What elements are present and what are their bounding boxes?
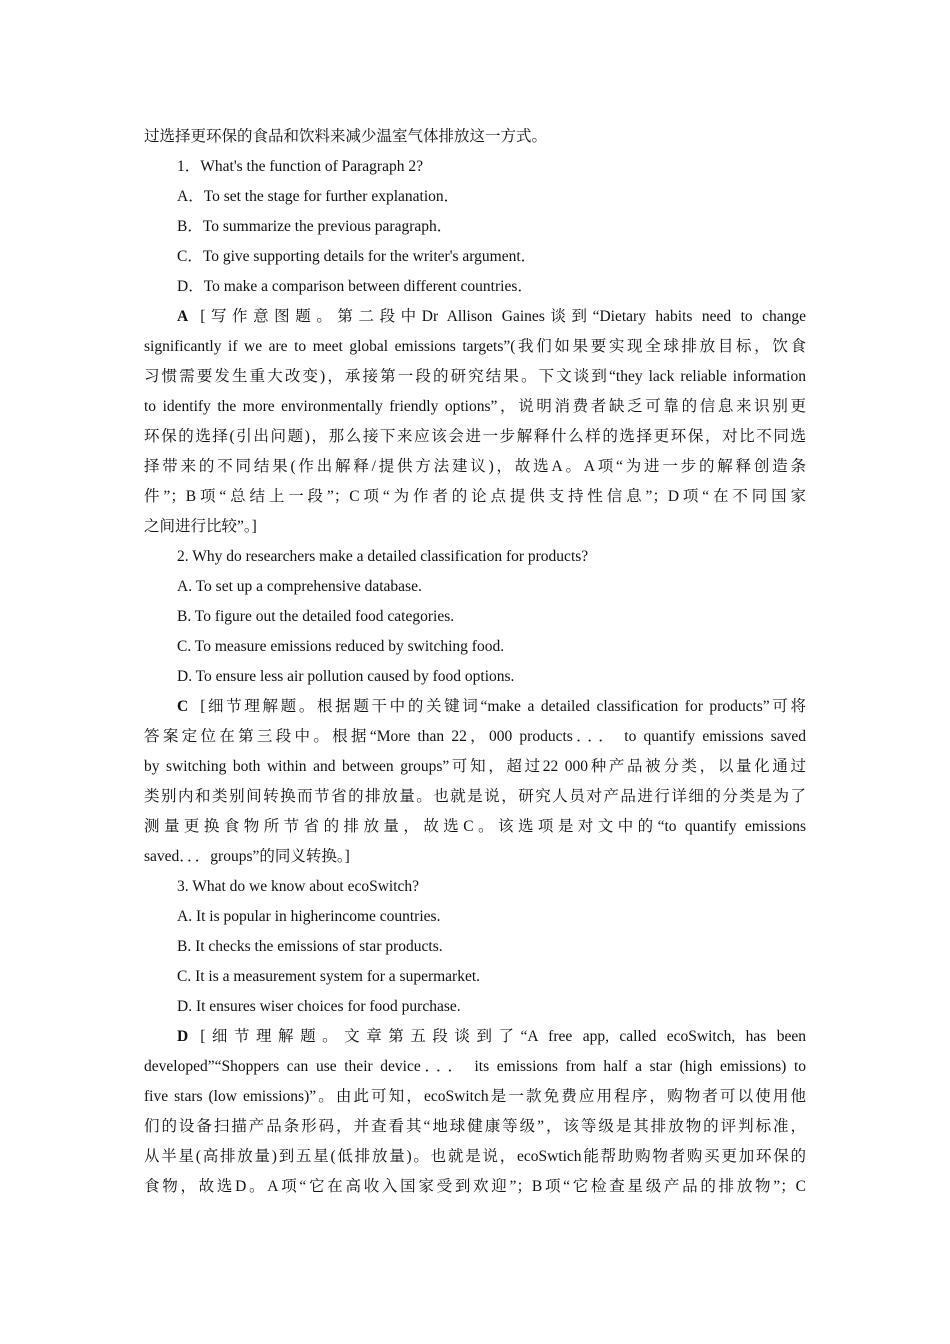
option-d: D. It ensures wiser choices for food purchase.: [177, 998, 461, 1015]
explanation-line: 习惯需要发生重大改变)，承接第一段的研究结果。下文谈到“they lack reliable information: [144, 368, 806, 385]
explanation-line: C [细节理解题。根据题干中的关键词“make a detailed classification for products”可将: [177, 698, 806, 715]
option-b: B. It checks the emissions of star products.: [177, 938, 443, 955]
explanation-line: A [写作意图题。第二段中Dr Allison Gaines谈到“Dietary habits need to change: [177, 308, 806, 325]
option-c: C．To give supporting details for the writer's argument．: [177, 248, 537, 265]
explanation-line: 食物，故选D。A项“它在高收入国家受到欢迎”；B项“它检查星级产品的排放物”；C: [144, 1178, 806, 1195]
option-d: D. To ensure less air pollution caused by food options.: [177, 668, 515, 685]
explanation-line: 环保的选择(引出问题)，那么接下来应该会进一步解释什么样的选择更环保，对比不同选: [144, 428, 806, 445]
option-d: D．To make a comparison between different countries．: [177, 278, 533, 295]
option-b: B. To figure out the detailed food categories.: [177, 608, 455, 625]
explanation-line: 答案定位在第三段中。根据“More than 22，000 products．．． to quantify emissions saved: [144, 728, 806, 745]
document-body: [144, 122, 806, 1202]
explanation-line: 从半星(高排放量)到五星(低排放量)。也就是说，ecoSwtich能帮助购物者购买更加环保的: [144, 1148, 806, 1165]
explanation-line: significantly if we are to meet global emissions targets”(我们如果要实现全球排放目标，饮食: [144, 338, 806, 355]
explanation-line: five stars (low emissions)”。由此可知，ecoSwitch是一款免费应用程序，购物者可以使用他: [144, 1088, 806, 1105]
explanation-line: by switching both within and between groups”可知，超过22 000种产品被分类，以量化通过: [144, 758, 806, 775]
option-a: A．To set the stage for further explanation．: [177, 188, 460, 205]
question-stem: 3. What do we know about ecoSwitch?: [177, 878, 420, 895]
explanation-line: 件”；B项“总结上一段”；C项“为作者的论点提供支持性信息”；D项“在不同国家: [144, 488, 806, 505]
option-a: A. It is popular in higherincome countries.: [177, 908, 441, 925]
option-a: A. To set up a comprehensive database.: [177, 578, 422, 595]
explanation-line: saved．．．groups”的同义转换。]: [144, 848, 350, 865]
explanation: [144, 302, 806, 542]
question-3: [144, 872, 806, 1202]
answer-letter: D: [177, 1028, 189, 1045]
question-1: [144, 152, 806, 542]
explanation-line: developed”“Shoppers can use their device．．． its emissions from half a star (high emissions) to: [144, 1058, 806, 1075]
option-b: B．To summarize the previous paragraph．: [177, 218, 453, 235]
option-c: C. To measure emissions reduced by switching food.: [177, 638, 505, 655]
question-2: [144, 542, 806, 872]
explanation-line: 们的设备扫描产品条形码，并查看其“地球健康等级”，该等级是其排放物的评判标准，: [144, 1118, 806, 1135]
explanation-line: 择带来的不同结果(作出解释/提供方法建议)，故选A。A项“为进一步的解释创造条: [144, 458, 806, 475]
intro-tail: 过选择更环保的食品和饮料来减少温室气体排放这一方式。: [144, 128, 548, 145]
answer-letter: C: [177, 698, 189, 715]
answer-letter: A: [177, 308, 189, 325]
question-stem: 1．What's the function of Paragraph 2?: [177, 158, 423, 175]
question-stem: 2. Why do researchers make a detailed classification for products?: [177, 548, 589, 565]
explanation: [144, 692, 806, 872]
explanation-line: D [细节理解题。文章第五段谈到了“A free app, called ecoSwitch, has been: [177, 1028, 806, 1045]
option-c: C. It is a measurement system for a supermarket.: [177, 968, 481, 985]
explanation-line: to identify the more environmentally friendly options”，说明消费者缺乏可靠的信息来识别更: [144, 398, 806, 415]
explanation-line: 测量更换食物所节省的排放量，故选C。该选项是对文中的“to quantify emissions: [144, 818, 806, 835]
explanation-line: 类别内和类别间转换而节省的排放量。也就是说，研究人员对产品进行详细的分类是为了: [144, 788, 806, 805]
explanation: [144, 1022, 806, 1202]
explanation-line: 之间进行比较”。]: [144, 518, 257, 535]
